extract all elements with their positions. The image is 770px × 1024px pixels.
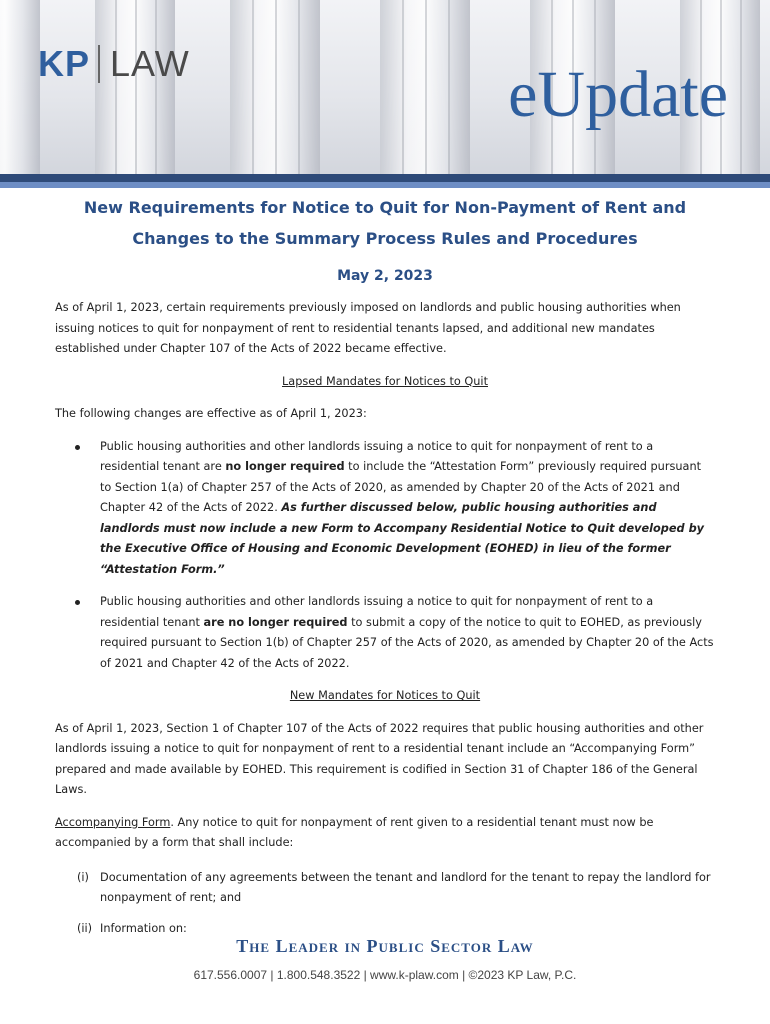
section-heading-new: New Mandates for Notices to Quit: [289, 689, 481, 702]
bullet-text: to submit a copy of the notice to quit to EOHED, as previously required pursuant to Section 1(b) of Chapter 257 of the Acts of 2020, as amended by Chapter 20 of the Acts of 2021 and Chapter 42 of the Acts of 2022.: [100, 615, 714, 670]
section-heading-lapsed: Lapsed Mandates for Notices to Quit: [281, 374, 488, 388]
title-line-1: New Requirements for Notice to Quit for Non-Payment of Rent and: [83, 198, 687, 217]
bullet-emphasis: no longer required: [225, 460, 345, 473]
item-number: (ii): [77, 921, 93, 935]
lapsed-bullet-list: [55, 437, 715, 675]
bullet-text: Public housing authorities and other landlords issuing a notice to quit for nonpayment of rent to a residential tenant are: [100, 439, 654, 473]
list-item: [55, 592, 715, 674]
accompanying-form-paragraph: [55, 813, 715, 854]
bullet-icon: [75, 445, 80, 450]
bullet-text: Public housing authorities and other landlords issuing a notice to quit for nonpayment of rent to a residential tenant: [100, 595, 654, 629]
column-decoration: [230, 0, 320, 174]
logo-law-text: LAW: [110, 43, 190, 84]
bullet-emphasis: are no longer required: [203, 615, 348, 629]
list-item: [55, 437, 715, 581]
item-number: (i): [77, 870, 89, 884]
bullet-emphasis-italic: As further discussed below, public housing authorities and landlords must now include a new Form to Accompany Residential Notice to Quit developed by the Executive Office of Housing and Economic Development (EOHED) in lieu of the former “Attestation Form.”: [100, 501, 705, 576]
accompanying-form-label: Accompanying Form: [55, 815, 171, 829]
footer-contact: 617.556.0007 | 1.800.548.3522 | www.k-plaw.com | ©2023 KP Law, P.C.: [193, 968, 577, 982]
kp-law-logo: [38, 44, 190, 84]
item-text: Documentation of any agreements between the tenant and landlord for the tenant to repay the landlord for nonpayment of rent; and: [100, 870, 711, 904]
title-line-2: Changes to the Summary Process Rules and Procedures: [132, 229, 638, 248]
intro-paragraph: As of April 1, 2023, certain requirements previously imposed on landlords and public housing authorities when issuing notices to quit for nonpayment of rent to residential tenants lapsed, and additional new mandates established under Chapter 107 of the Acts of 2022 became effective.: [55, 301, 681, 355]
list-item: [55, 868, 715, 909]
footer-tagline: The Leader in Public Sector Law: [236, 936, 534, 956]
article-title: [55, 192, 715, 254]
bullet-text: to include the “Attestation Form” previously required pursuant to Section 1(a) of Chapter 257 of the Acts of 2020, as amended by Chapter 20 of the Acts of 2021 and Chapter 42 of the Acts of 2022.: [100, 460, 702, 514]
bullet-icon: [75, 600, 80, 605]
logo-separator: [98, 45, 100, 83]
column-decoration: [0, 0, 40, 174]
new-mandates-paragraph: As of April 1, 2023, Section 1 of Chapter 107 of the Acts of 2022 requires that public housing authorities and other landlords issuing a notice to quit for nonpayment of rent to a residential tenant include an “Accompanying Form” prepared and made available by EOHED. This requirement is codified in Section 31 of Chapter 186 of the General Laws.: [55, 721, 704, 796]
article-body: [55, 192, 715, 939]
logo-kp-text: KP: [38, 43, 91, 84]
header-band-light: [0, 182, 770, 188]
accompanying-form-text: . Any notice to quit for nonpayment of rent given to a residential tenant must now be accompanied by a form that shall include:: [55, 815, 654, 849]
article-date: May 2, 2023: [337, 268, 433, 284]
column-decoration: [95, 0, 175, 174]
column-decoration: [380, 0, 470, 174]
item-text: Information on:: [100, 921, 187, 935]
lapsed-lead: The following changes are effective as of April 1, 2023:: [55, 407, 367, 420]
header-banner: [0, 0, 770, 174]
header-band-dark: [0, 174, 770, 182]
eupdate-title: eUpdate: [508, 58, 728, 131]
